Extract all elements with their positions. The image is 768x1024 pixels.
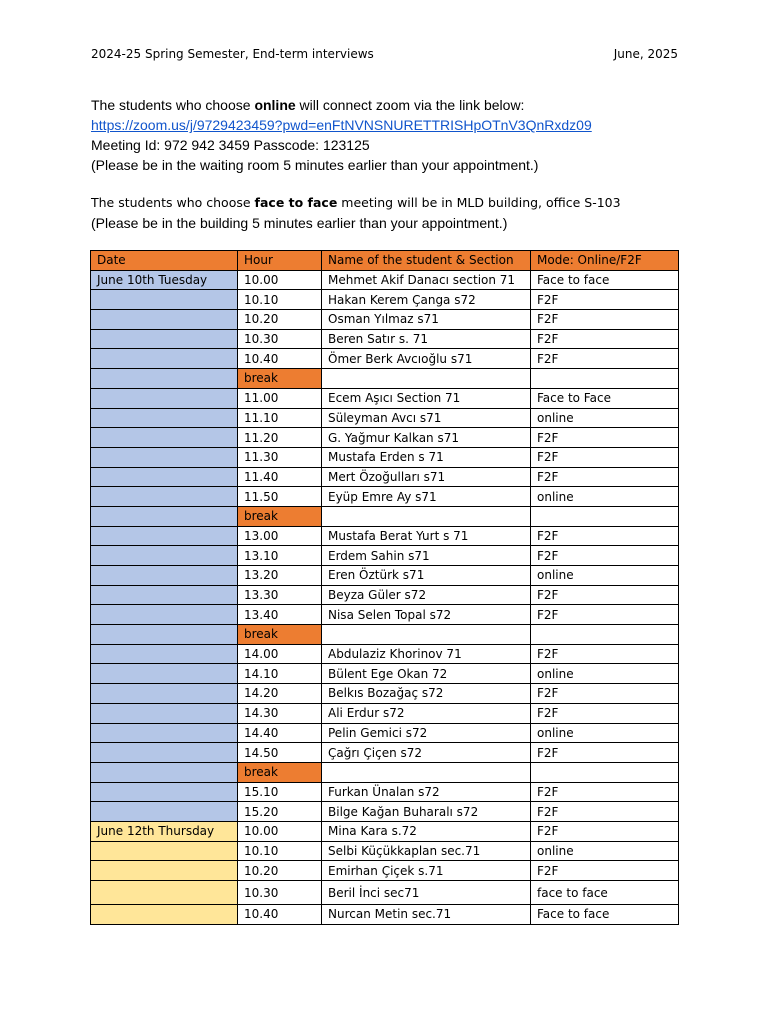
- online-intro-prefix: The students who choose: [91, 97, 255, 113]
- cell-mode: F2F: [531, 310, 679, 330]
- column-header-name: Name of the student & Section: [322, 251, 531, 271]
- table-row: [91, 841, 679, 861]
- cell-date: [91, 487, 238, 507]
- header-date: June, 2025: [613, 47, 678, 61]
- cell-mode: F2F: [531, 782, 679, 802]
- cell-hour: 11.10: [238, 408, 322, 428]
- cell-mode: [531, 369, 679, 389]
- interview-schedule-table: [90, 250, 679, 925]
- table-row-break: [91, 625, 679, 645]
- cell-mode: F2F: [531, 447, 679, 467]
- cell-student-name: Ali Erdur s72: [322, 703, 531, 723]
- header-title: 2024-25 Spring Semester, End-term interviews: [91, 47, 374, 61]
- cell-mode: F2F: [531, 585, 679, 605]
- cell-mode: online: [531, 723, 679, 743]
- cell-hour: 13.40: [238, 605, 322, 625]
- table-row-break: [91, 762, 679, 782]
- cell-mode: F2F: [531, 605, 679, 625]
- page-header: [91, 47, 678, 67]
- cell-date: [91, 388, 238, 408]
- cell-hour: 10.40: [238, 905, 322, 925]
- cell-student-name: [322, 625, 531, 645]
- cell-date: June 10th Tuesday: [91, 270, 238, 290]
- table-row: [91, 566, 679, 586]
- cell-student-name: Furkan Ünalan s72: [322, 782, 531, 802]
- cell-date: [91, 290, 238, 310]
- cell-hour: 14.40: [238, 723, 322, 743]
- cell-student-name: Beril İnci sec71: [322, 881, 531, 905]
- cell-mode: [531, 506, 679, 526]
- cell-hour: 10.00: [238, 821, 322, 841]
- cell-mode: F2F: [531, 349, 679, 369]
- cell-mode: online: [531, 841, 679, 861]
- cell-break: break: [238, 625, 322, 645]
- table-row: [91, 467, 679, 487]
- cell-hour: 11.00: [238, 388, 322, 408]
- cell-student-name: G. Yağmur Kalkan s71: [322, 428, 531, 448]
- cell-break: break: [238, 369, 322, 389]
- table-body: [91, 270, 679, 924]
- table-row: [91, 290, 679, 310]
- cell-date: [91, 861, 238, 881]
- cell-mode: online: [531, 487, 679, 507]
- cell-hour: 10.40: [238, 349, 322, 369]
- cell-date: [91, 428, 238, 448]
- table-row-break: [91, 506, 679, 526]
- column-header-hour: Hour: [238, 251, 322, 271]
- f2f-note: (Please be in the building 5 minutes earlier than your appointment.): [91, 215, 508, 231]
- column-header-date: Date: [91, 251, 238, 271]
- cell-student-name: Pelin Gemici s72: [322, 723, 531, 743]
- cell-mode: online: [531, 566, 679, 586]
- cell-date: [91, 802, 238, 822]
- table-row: [91, 349, 679, 369]
- table-row: [91, 605, 679, 625]
- table-row: [91, 270, 679, 290]
- table-row: [91, 861, 679, 881]
- table-row: [91, 329, 679, 349]
- cell-mode: [531, 762, 679, 782]
- cell-mode: F2F: [531, 546, 679, 566]
- table-row: [91, 447, 679, 467]
- table-row-break: [91, 369, 679, 389]
- cell-mode: F2F: [531, 703, 679, 723]
- cell-hour: 11.30: [238, 447, 322, 467]
- online-intro-suffix: will connect zoom via the link below:: [295, 97, 525, 113]
- cell-mode: F2F: [531, 329, 679, 349]
- cell-student-name: Çağrı Çiçen s72: [322, 743, 531, 763]
- table-row: [91, 782, 679, 802]
- cell-student-name: Beren Satır s. 71: [322, 329, 531, 349]
- cell-date: [91, 329, 238, 349]
- cell-hour: 14.30: [238, 703, 322, 723]
- cell-hour: 10.00: [238, 270, 322, 290]
- cell-hour: 11.20: [238, 428, 322, 448]
- cell-student-name: Mert Özoğulları s71: [322, 467, 531, 487]
- cell-hour: 13.00: [238, 526, 322, 546]
- cell-date: [91, 369, 238, 389]
- table-row: [91, 585, 679, 605]
- cell-mode: F2F: [531, 861, 679, 881]
- table-row: [91, 723, 679, 743]
- cell-hour: 13.10: [238, 546, 322, 566]
- table-row: [91, 881, 679, 905]
- meeting-credentials: Meeting Id: 972 942 3459 Passcode: 123125: [91, 137, 370, 153]
- cell-hour: 14.00: [238, 644, 322, 664]
- cell-date: [91, 841, 238, 861]
- cell-date: [91, 566, 238, 586]
- cell-mode: F2F: [531, 290, 679, 310]
- table-row: [91, 408, 679, 428]
- cell-hour: 10.20: [238, 861, 322, 881]
- cell-student-name: Selbi Küçükkaplan sec.71: [322, 841, 531, 861]
- cell-mode: F2F: [531, 684, 679, 704]
- cell-student-name: Bülent Ege Okan 72: [322, 664, 531, 684]
- cell-mode: F2F: [531, 802, 679, 822]
- table-row: [91, 526, 679, 546]
- cell-hour: 10.30: [238, 881, 322, 905]
- cell-date: [91, 506, 238, 526]
- cell-hour: 10.10: [238, 290, 322, 310]
- table-row: [91, 388, 679, 408]
- table-row: [91, 546, 679, 566]
- cell-date: [91, 447, 238, 467]
- table-row: [91, 703, 679, 723]
- online-note: (Please be in the waiting room 5 minutes earlier than your appointment.): [91, 157, 539, 173]
- cell-date: [91, 605, 238, 625]
- cell-hour: 14.10: [238, 664, 322, 684]
- f2f-intro: [91, 193, 621, 213]
- cell-date: [91, 723, 238, 743]
- cell-break: break: [238, 506, 322, 526]
- cell-date: [91, 684, 238, 704]
- cell-hour: 13.20: [238, 566, 322, 586]
- cell-hour: 14.20: [238, 684, 322, 704]
- table-header-row: [91, 251, 679, 271]
- f2f-emphasis: face to face: [254, 195, 338, 210]
- cell-student-name: [322, 506, 531, 526]
- cell-student-name: Belkıs Bozağaç s72: [322, 684, 531, 704]
- zoom-link[interactable]: https://zoom.us/j/9729423459?pwd=enFtNVNSNURETTRISHpOTnV3QnRxdz09: [91, 117, 592, 133]
- cell-student-name: Bilge Kağan Buharalı s72: [322, 802, 531, 822]
- cell-student-name: Ömer Berk Avcıoğlu s71: [322, 349, 531, 369]
- table-row: [91, 821, 679, 841]
- cell-student-name: Osman Yılmaz s71: [322, 310, 531, 330]
- cell-student-name: [322, 369, 531, 389]
- cell-date: [91, 625, 238, 645]
- cell-hour: 15.20: [238, 802, 322, 822]
- cell-date: [91, 905, 238, 925]
- cell-student-name: Mustafa Erden s 71: [322, 447, 531, 467]
- cell-hour: 14.50: [238, 743, 322, 763]
- cell-mode: F2F: [531, 644, 679, 664]
- cell-mode: online: [531, 664, 679, 684]
- cell-student-name: Eren Öztürk s71: [322, 566, 531, 586]
- cell-date: [91, 585, 238, 605]
- table-row: [91, 487, 679, 507]
- cell-student-name: Abdulaziz Khorinov 71: [322, 644, 531, 664]
- cell-student-name: Eyüp Emre Ay s71: [322, 487, 531, 507]
- cell-mode: Face to face: [531, 905, 679, 925]
- cell-mode: F2F: [531, 743, 679, 763]
- cell-date: [91, 467, 238, 487]
- table-row: [91, 905, 679, 925]
- cell-student-name: Nurcan Metin sec.71: [322, 905, 531, 925]
- cell-hour: 10.30: [238, 329, 322, 349]
- cell-mode: [531, 625, 679, 645]
- cell-mode: F2F: [531, 467, 679, 487]
- online-info: [91, 95, 592, 175]
- table-row: [91, 644, 679, 664]
- cell-student-name: Nisa Selen Topal s72: [322, 605, 531, 625]
- table-row: [91, 684, 679, 704]
- cell-student-name: [322, 762, 531, 782]
- column-header-mode: Mode: Online/F2F: [531, 251, 679, 271]
- cell-date: [91, 310, 238, 330]
- cell-student-name: Mina Kara s.72: [322, 821, 531, 841]
- cell-mode: online: [531, 408, 679, 428]
- cell-hour: 15.10: [238, 782, 322, 802]
- cell-mode: F2F: [531, 821, 679, 841]
- cell-date: [91, 762, 238, 782]
- cell-student-name: Erdem Sahin s71: [322, 546, 531, 566]
- cell-hour: 13.30: [238, 585, 322, 605]
- cell-mode: F2F: [531, 428, 679, 448]
- cell-student-name: Hakan Kerem Çanga s72: [322, 290, 531, 310]
- cell-hour: 10.10: [238, 841, 322, 861]
- cell-date: [91, 881, 238, 905]
- cell-date: [91, 644, 238, 664]
- cell-hour: 10.20: [238, 310, 322, 330]
- cell-date: June 12th Thursday: [91, 821, 238, 841]
- online-emphasis: online: [254, 97, 296, 113]
- table-row: [91, 664, 679, 684]
- table-row: [91, 802, 679, 822]
- cell-student-name: Beyza Güler s72: [322, 585, 531, 605]
- table-row: [91, 743, 679, 763]
- cell-hour: 11.40: [238, 467, 322, 487]
- cell-mode: face to face: [531, 881, 679, 905]
- table-row: [91, 428, 679, 448]
- f2f-info: [91, 193, 621, 233]
- cell-student-name: Emirhan Çiçek s.71: [322, 861, 531, 881]
- cell-student-name: Ecem Aşıcı Section 71: [322, 388, 531, 408]
- table-row: [91, 310, 679, 330]
- cell-date: [91, 703, 238, 723]
- f2f-intro-prefix: The students who choose: [91, 195, 255, 210]
- cell-date: [91, 743, 238, 763]
- cell-date: [91, 526, 238, 546]
- cell-student-name: Mustafa Berat Yurt s 71: [322, 526, 531, 546]
- cell-date: [91, 408, 238, 428]
- cell-mode: F2F: [531, 526, 679, 546]
- online-intro: [91, 95, 592, 115]
- cell-date: [91, 782, 238, 802]
- cell-date: [91, 349, 238, 369]
- cell-mode: Face to Face: [531, 388, 679, 408]
- cell-break: break: [238, 762, 322, 782]
- f2f-intro-suffix: meeting will be in MLD building, office S-103: [337, 195, 621, 210]
- cell-student-name: Süleyman Avcı s71: [322, 408, 531, 428]
- cell-mode: Face to face: [531, 270, 679, 290]
- cell-hour: 11.50: [238, 487, 322, 507]
- cell-date: [91, 546, 238, 566]
- cell-student-name: Mehmet Akif Danacı section 71: [322, 270, 531, 290]
- cell-date: [91, 664, 238, 684]
